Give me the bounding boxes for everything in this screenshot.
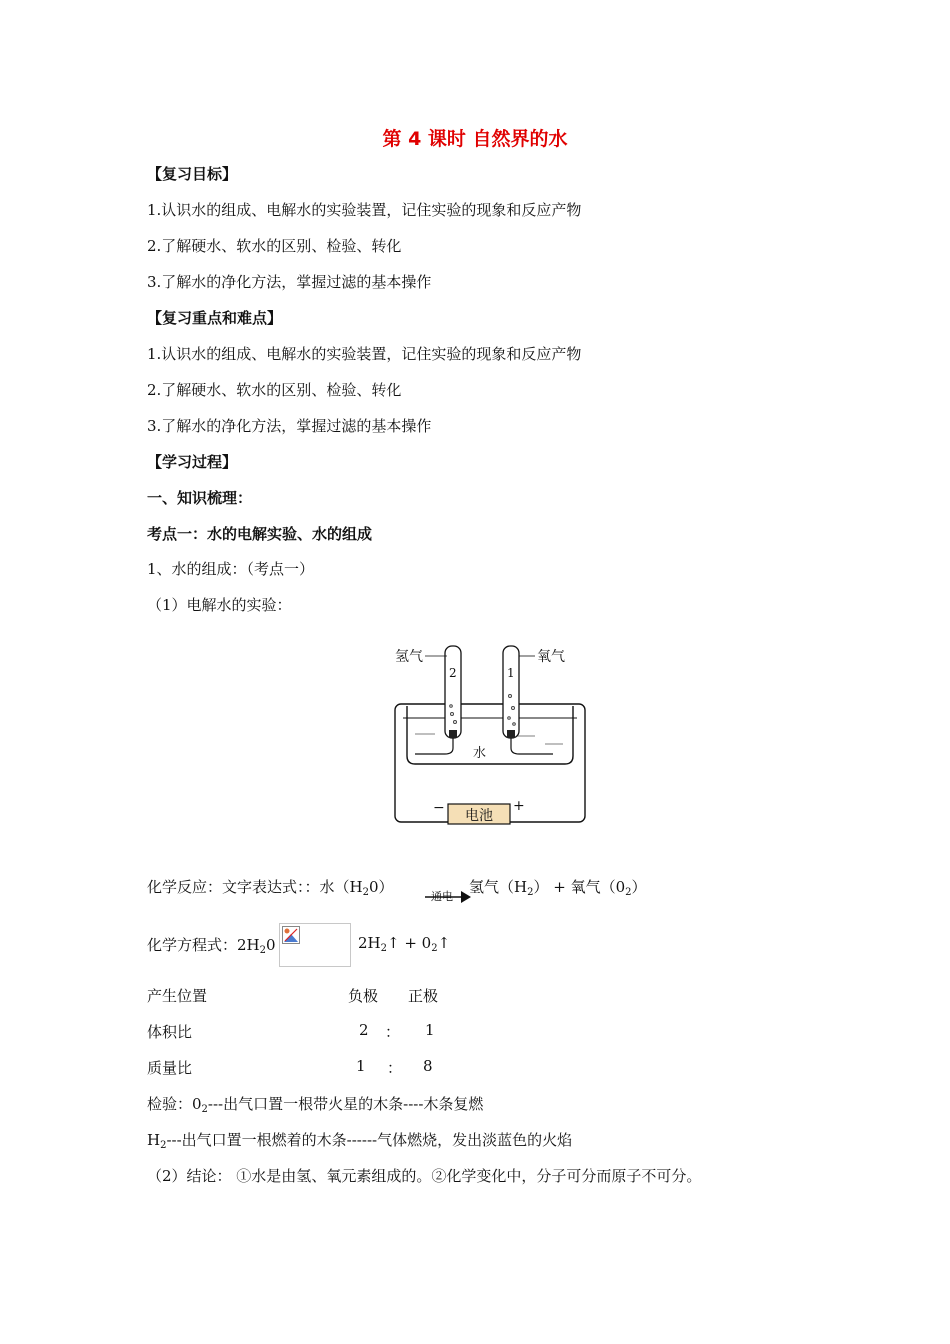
broken-image-placeholder — [279, 923, 351, 967]
knowledge-heading: 一、知识梳理： — [147, 489, 253, 507]
label-hydrogen: 氢气 — [395, 649, 423, 665]
test-hydrogen: $H_2---$出气口置一根燃着的木条------气体燃烧，发出淡蓝色的火焰 — [147, 1131, 573, 1151]
tube-left-number: 2 — [449, 666, 457, 680]
row-mass-a: 1 — [356, 1057, 366, 1075]
conclusion: （2）结论： ①水是由氢、氧元素组成的。②化学变化中，分子可分而原子不可分。 — [147, 1167, 702, 1185]
word-equation-right: 氢气$(H_2)$ + 氧气$(0_2)$ — [469, 878, 647, 898]
broken-image-icon — [282, 926, 300, 944]
row-volume-label: 体积比 — [147, 1023, 193, 1041]
chem-equation-right: $2H_2↑$ + $0_2↑$ — [358, 934, 451, 954]
minus-sign: − — [433, 800, 445, 816]
chem-equation-left: 化学方程式：$2H_20$ — [147, 936, 276, 956]
water-label: 水 — [473, 746, 487, 761]
reaction-arrow — [425, 885, 471, 905]
water-composition-item: 1、水的组成：（考点一） — [147, 560, 315, 578]
tube-right — [503, 646, 519, 738]
row-position-a: 负极 — [348, 987, 379, 1005]
key-item-2: 2.了解硬水、软水的区别、检验、转化 — [147, 381, 402, 399]
battery-label: 电池 — [465, 808, 493, 824]
goal-item-2: 2.了解硬水、软水的区别、检验、转化 — [147, 237, 402, 255]
row-volume-colon: ： — [385, 1023, 401, 1041]
row-volume-b: 1 — [425, 1021, 435, 1039]
tube-left — [445, 646, 461, 738]
section-heading-key: 【复习重点和难点】 — [147, 309, 283, 327]
test-oxygen: 检验：$0_2---$出气口置一根带火星的木条----木条复燃 — [147, 1095, 484, 1115]
row-position-b: 正极 — [408, 987, 439, 1005]
row-mass-colon: ： — [387, 1059, 403, 1077]
tube-right-number: 1 — [507, 666, 515, 680]
goal-item-1: 1.认识水的组成、电解水的实验装置，记住实验的现象和反应产物 — [147, 201, 582, 219]
electrode-right — [507, 730, 515, 738]
trough — [407, 706, 573, 764]
kaodian-heading: 考点一：水的电解实验、水的组成 — [147, 525, 373, 543]
section-heading-process: 【学习过程】 — [147, 453, 238, 471]
goal-item-3: 3.了解水的净化方法，掌握过滤的基本操作 — [147, 273, 432, 291]
electrode-left — [449, 730, 457, 738]
electrolysis-item: （1）电解水的实验： — [147, 596, 292, 614]
plus-sign: + — [513, 798, 525, 814]
section-heading-goals: 【复习目标】 — [147, 165, 238, 183]
row-mass-label: 质量比 — [147, 1059, 193, 1077]
row-position-label: 产生位置 — [147, 987, 208, 1005]
key-item-3: 3.了解水的净化方法，掌握过滤的基本操作 — [147, 417, 432, 435]
arrow-label: 通电 — [431, 890, 453, 903]
page-title: 第 4 课时 自然界的水 — [382, 128, 568, 150]
electrolysis-diagram — [385, 636, 595, 836]
label-oxygen: 氧气 — [537, 649, 565, 665]
row-volume-a: 2 — [359, 1021, 369, 1039]
row-mass-b: 8 — [423, 1057, 433, 1075]
key-item-1: 1.认识水的组成、电解水的实验装置，记住实验的现象和反应产物 — [147, 345, 582, 363]
word-equation-left: 化学反应：文字表达式：：水$(H_20)$ — [147, 878, 394, 898]
